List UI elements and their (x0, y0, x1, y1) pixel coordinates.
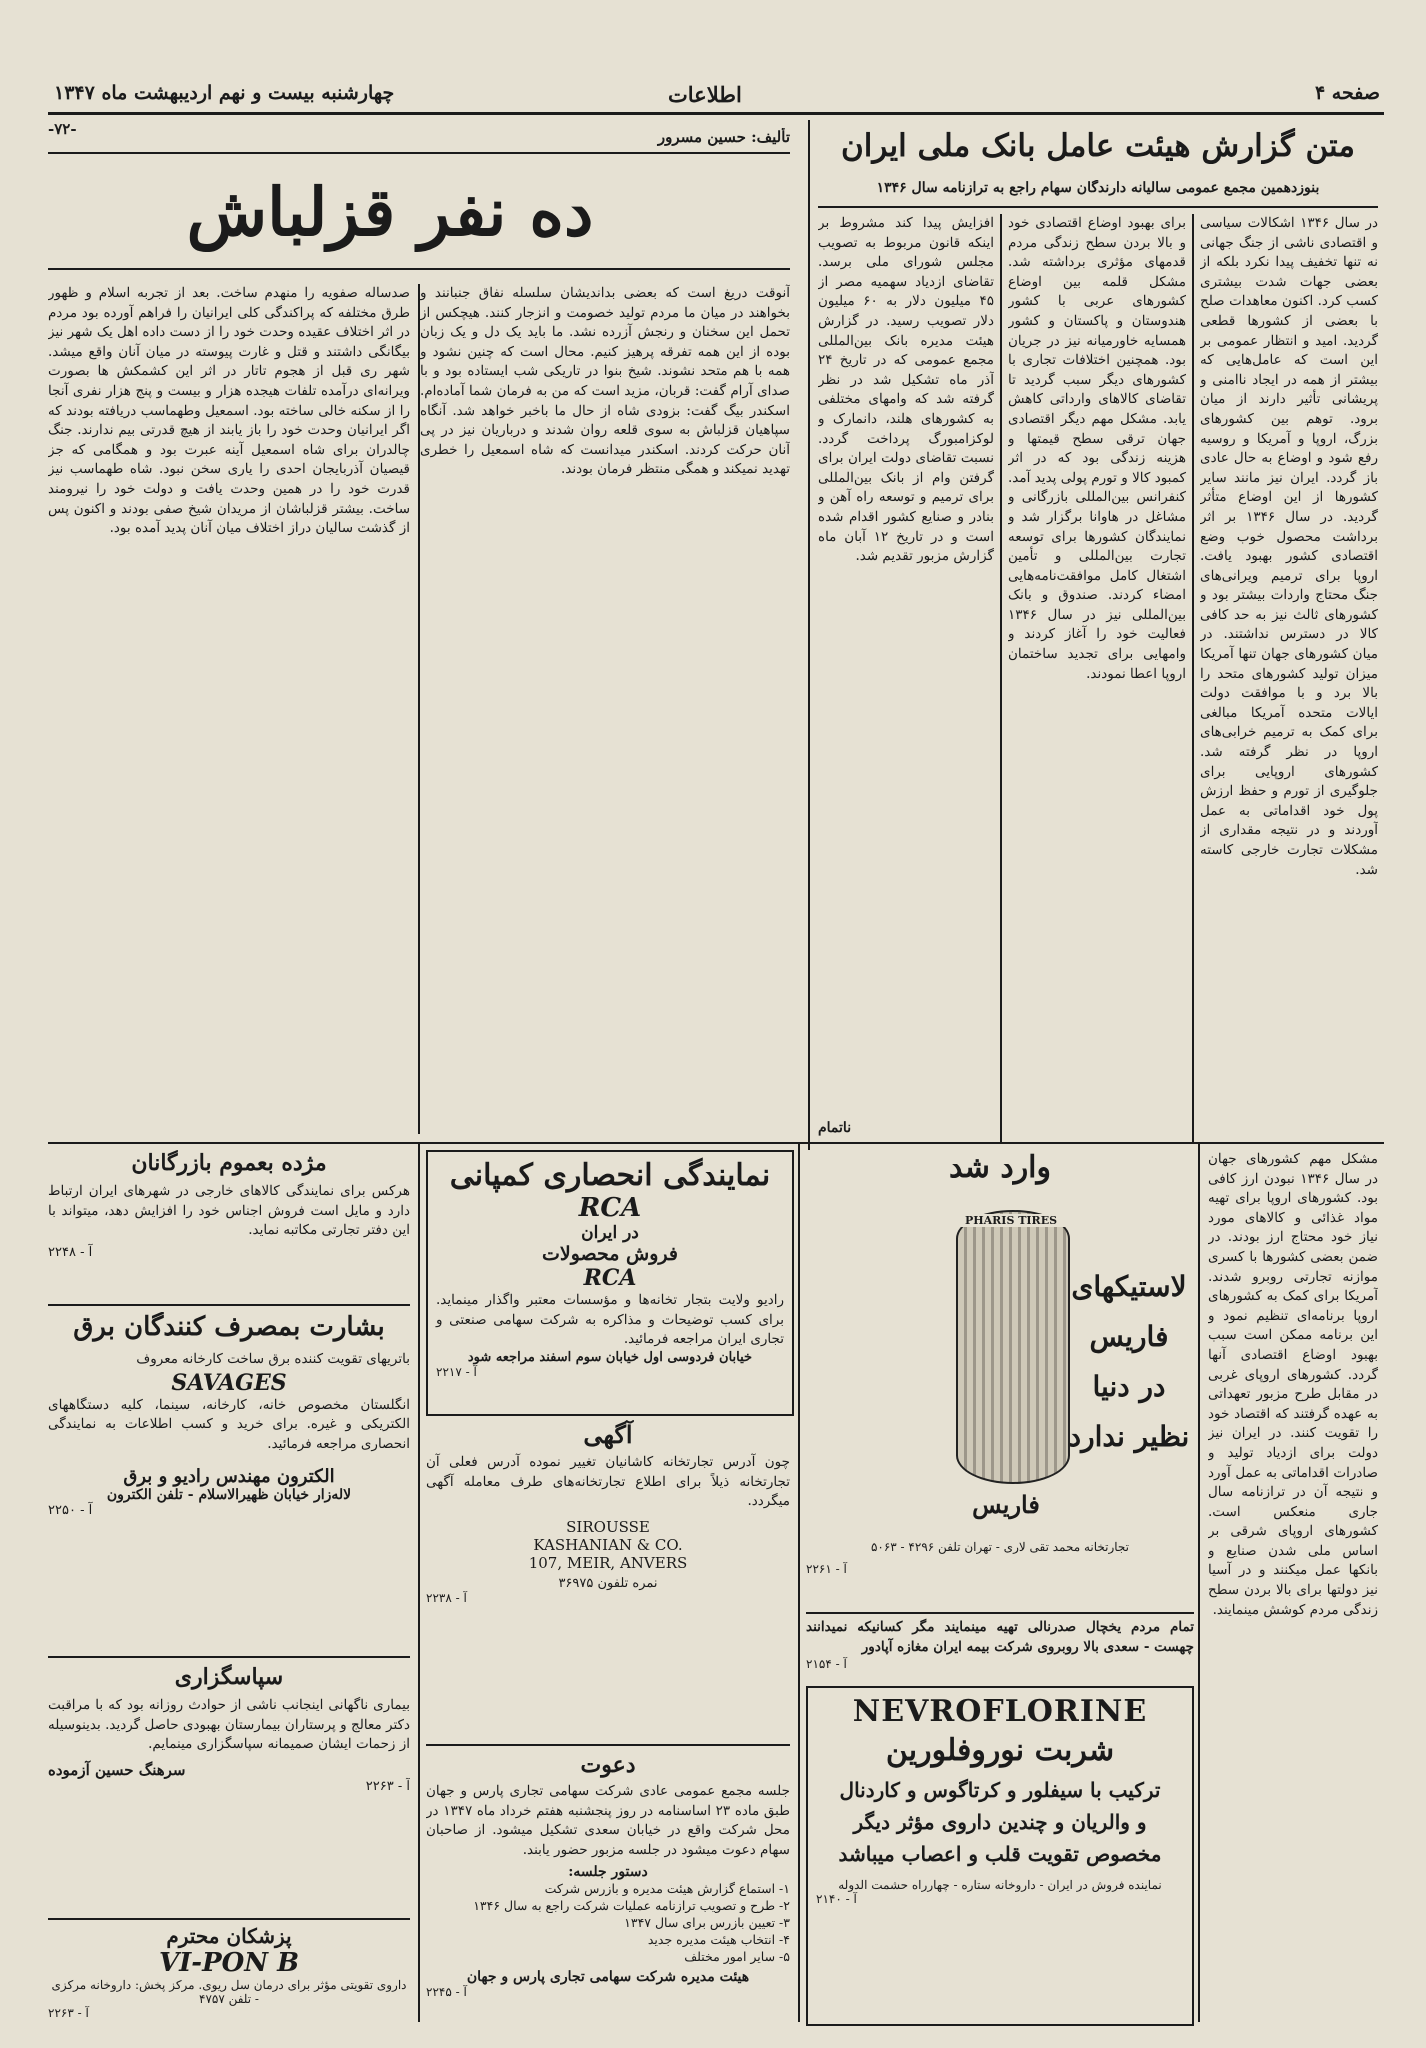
rca-ad-line2: فروش محصولات (541, 1243, 678, 1265)
nevroflorine-footer: نماینده فروش در ایران - داروخانه ستاره - چهارراه حشمت الدوله (838, 1878, 1162, 1892)
nevroflorine-line-2: و والریان و چندین داروی مؤثر دیگر (853, 1810, 1147, 1834)
ad-code: آ - ۲۲۶۱ (806, 1562, 847, 1576)
bazaar-ad (48, 1150, 410, 1300)
gratitude-ad-title: سپاسگزاری (174, 1664, 284, 1690)
rca-brand-2: RCA (583, 1265, 637, 1291)
ad-code: آ - ۲۲۴۸ (48, 1244, 93, 1260)
ad-code: آ - ۲۲۵۰ (48, 1503, 93, 1519)
bazaar-ad-title: مژده بعموم بازرگانان (131, 1150, 327, 1176)
rca-ad (426, 1150, 794, 1416)
rca-ad-title: نمایندگی انحصاری کمپانی (449, 1158, 771, 1193)
divider (48, 1918, 410, 1920)
page-number: صفحه ۴ (1314, 82, 1380, 104)
savages-brand: SAVAGES (171, 1369, 287, 1396)
electricity-ad-body: باتریهای تقویت کننده برق ساخت کارخانه معروف (136, 1351, 410, 1367)
nevroflorine-line-3: مخصوص تقویت قلب و اعصاب میباشد (838, 1842, 1162, 1866)
tires-logo: فاریس (972, 1490, 1040, 1519)
invitation-signer: هیئت مدیره شرکت سهامی تجاری پارس و جهان (466, 1969, 750, 1986)
bank-report-column-1: در سال ۱۳۴۶ اشکالات سیاسی و اقتصادی ناشی از جنگ جهانی نه تنها تخفیف پیدا نکرد بلکه از بعضی جهات شدت بیشتری کسب کرد. اکنون معاهدات صلح با بعضی از کشورها قطعی گردید. امید و انتظار عمومی بر این است که عامل‌هایی که بیشتر از همه در ایجاد ناامنی و پریشانی تأثیر دارند از میان برود. توهم بین کشورهای بزرگ، اروپا و آمریکا و روسیه رفع شود و اوضاع به حال عادی باز گردد. ایران نیز مانند سایر کشورها از این اوضاع متأثر گردید. در سال ۱۳۴۶ بر اثر برداشت محصول خوب وضع اقتصادی کشور بهبود یافت. اروپا برای ترمیم ویرانی‌های جنگ محتاج واردات بیشتر بود و کشورهای ثالث نیز به حد کافی کالا در دسترس نداشتند. در میان کشورهای جهان تنها آمریکا میزان تولید کشورهای متحد را بالا برد و با موافقت دولت ایالات متحده آمریکا مبالغی برای کمک به ترمیم خرابی‌های اروپا در نظر گرفته شد. کشورهای اروپایی برای جلوگیری از تورم و حفظ ارزش پول خود اقداماتی به عمل آوردند و در نتیجه مقداری از مشکلات تجارت خارجی کاسته شد. (1200, 215, 1378, 878)
notice-company-line-2: KASHANIAN & CO. (533, 1535, 683, 1554)
column-rule (418, 1142, 420, 2022)
gratitude-ad (48, 1664, 410, 1914)
tires-line-3: در دنیا (1092, 1370, 1166, 1403)
electricity-ad-address: لاله‌زار خیابان ظهیرالاسلام - تلفن الکترون (106, 1487, 352, 1504)
rca-ad-body: رادیو ولایت بتجار تخانه‌ها و مؤسسات معتبر واگذار مینماید. برای کسب توضیحات و مذاکره به شرکت سهامی صنعتی و تجاری ایران مراجعه فرمائید. (436, 1292, 784, 1348)
serial-author: تألیف: حسین مسرور (657, 128, 790, 146)
electricity-ad (48, 1312, 410, 1652)
agenda-title: دستور جلسه: (568, 1864, 648, 1881)
electricity-ad-body-2: انگلستان مخصوص خانه، کارخانه، سینما، کلیه دستگاههای الکتریکی و غیره. برای خرید و کسب اطلاعات به نمایندگی انحصاری مراجعه فرمائید. (48, 1396, 410, 1452)
tires-line-2: فاریس (1089, 1320, 1169, 1353)
agenda-item: ۴- انتخاب هیئت مدیره جدید (647, 1932, 790, 1948)
ad-code: آ - ۲۲۶۳ (365, 1778, 410, 1794)
agenda-item: ۲- طرح و تصویب ترازنامه عملیات شرکت راجع به سال ۱۳۴۶ (473, 1898, 790, 1914)
column-rule (418, 284, 420, 1134)
gratitude-ad-body: بیماری ناگهانی اینجانب ناشی از حوادث روزانه بود که با مراقبت دکتر معالج و پرستاران بیمارستان بهبودی حاصل گردید. بدینوسیله از زحمات ایشان صمیمانه سپاسگزاری مینمایم. (48, 1697, 410, 1753)
divider (48, 152, 790, 154)
bank-report-subhead: بنوزدهمین مجمع عمومی سالیانه دارندگان سهام راجع به ترازنامه سال ۱۳۴۶ (876, 180, 1320, 196)
divider (48, 1656, 410, 1658)
nevroflorine-name: شربت نوروفلورین (885, 1733, 1115, 1768)
tires-ad-title: وارد شد (949, 1150, 1051, 1185)
column-rule (798, 1142, 800, 2022)
notice-ad (426, 1420, 790, 1740)
tires-brand: PHARIS TIRES (956, 1214, 1066, 1227)
nevroflorine-ad (806, 1686, 1194, 2026)
agenda-item: ۵- سایر امور مختلف (684, 1949, 790, 1965)
agenda-item: ۳- تعیین بازرس برای سال ۱۳۴۷ (624, 1915, 790, 1931)
divider (806, 1612, 1194, 1614)
serial-number: -۷۲- (48, 120, 77, 138)
tires-ad (806, 1150, 1194, 1610)
divider (48, 1142, 1384, 1144)
nevroflorine-line-1: ترکیب با سیفلور و کرتاگوس و کاردنال (839, 1778, 1161, 1802)
ad-code: آ - ۲۲۴۵ (426, 1985, 467, 2000)
bank-report-headline: متن گزارش هیئت عامل بانک ملی ایران (841, 128, 1355, 164)
vipon-brand: VI-PON B (158, 1948, 300, 1978)
agenda-list (426, 1880, 790, 1965)
bazaar-ad-body: هرکس برای نمایندگی کالاهای خارجی در شهرهای ایران ارتباط دارد و مایل است فروش اجناس خود را افزایش دهد، میتواند با این دفتر تجارتی مکاتبه نماید. (48, 1183, 410, 1239)
side-column-text: مشکل مهم کشورهای جهان در سال ۱۳۴۶ نبودن ارز کافی بود. کشورهای اروپا برای تهیه مواد غذائی و کالاهای مورد نیاز خود محتاج ارز بودند. در ضمن بعضی کشورها با کسری موازنه تجارتی روبرو شدند. آمریکا برای کمک به کشورهای اروپا برنامه‌ای تنظیم نمود و این برنامه ممکن است سبب بهبود اوضاع اقتصادی آنها گردد. کشورهای اروپای غربی در مقابل طرح مزبور تعهداتی به عهده گرفتند که اقتصاد خود را تقویت کنند. در ایران نیز دولت برای ازدیاد تولید و صادرات اقداماتی به عمل آورد و نتیجه آن در ترازنامه سال جاری منعکس است. کشورهای اروپای شرقی بر اساس ملی شدن صنایع و بانکها عمل میکنند و در آسیا نیز دولتها برای بالا بردن سطح زندگی مردم کوشش مینمایند. (1208, 1151, 1378, 1618)
serial-column-1: آنوقت دریغ است که بعضی بداندیشان سلسله نفاق جنبانند و بخواهند در میان ما مردم تولید خصومت و انزجار کنند. هیچکس از تحمل این سخنان و رنجش آزرده نشد. ما باید یک دل و یک زبان بوده از این همه تفرقه پرهیز کنیم. محال است که چنین نشود و همه با هم متحد نشوند. شیخ بنوا در تاریکی شب ایستاده بود و با صدای آرام گفت: قربان، مزید است که من به فرمان شما آماده‌ام. اسکندر بیگ گفت: بزودی شاه از حال ما باخبر خواهد شد. آنگاه سپاهیان قزلباش به سوی قلعه روان شدند و درباریان نیز در پی آنان حرکت کردند. اسکندر میدانست که شاه اسمعیل را خطری تهدید نمیکند و همگی منتظر فرمان بودند. (420, 285, 790, 478)
issue-date: چهارشنبه بیست و نهم اردیبهشت ماه ۱۳۴۷ (54, 82, 395, 104)
vipon-ad-body: داروی تقویتی مؤثر برای درمان سل ریوی. مرکز پخش: داروخانه مرکزی - تلفن ۴۷۵۷ (51, 1978, 407, 2006)
notice-ad-body: چون آدرس تجارتخانه کاشانیان تغییر نموده آدرس فعلی آن تجارتخانه ذیلاً برای اطلاع تجارتخانه‌های طرف معامله آگهی میگردد. (426, 1454, 790, 1510)
electricity-ad-footer: الکترون مهندس رادیو و برق (123, 1466, 335, 1488)
ad-code: آ - ۲۲۱۷ (436, 1364, 477, 1379)
notice-phone: نمره تلفون ۳۶۹۷۵ (558, 1575, 658, 1591)
serial-title: ده نفر قزلباش (186, 173, 594, 251)
section-rule (808, 120, 810, 1150)
rca-ad-line1: در ایران (581, 1223, 639, 1243)
tires-line-1: لاستیکهای (1071, 1270, 1187, 1303)
agenda-item: ۱- استماع گزارش هیئت مدیره و بازرس شرکت (544, 1881, 790, 1897)
serial-column-2: صدساله صفویه را منهدم ساخت. بعد از تجربه اسلام و ظهور طرق مختلفه که پراکندگی کلی ایرانیان را فراهم آورده بود مردم در اثر اختلاف عقیده وحدت خود را از دست داده اهل یک شهر نیز بیگانگی داشتند و قتل و غارت پیوسته در میان آنان واقع میشد. شهر ری قبل از هجوم تاتار در اثر این کشمکش ها بصورت ویرانه‌ای درآمده تلفات هیجده هزار و بیست و پنج هزار نفری آنجا را از سکنه خالی ساخته بود. اسمعیل وطهماسب دریافته بودند که اگر ایرانیان وحدت خود را باز یابند از هیچ قدرتی بیم ندارند. جنگ چالدران برای شاه اسمعیل آینه عبرت بود و همگامی که جز قیصیان آذربایجان احدی را یاری سخن نبود. شاه طهماسب نیز قدرت خود را در همین وحدت یافت و دولت خود را نیرومند ساخت. بیشتر قزلباشان از مریدان شیخ صفی بودند و اکنون پس از گذشت سالیان دراز اختلاف میان آنان پدید آمده بود. (48, 285, 410, 537)
bank-report-column-2: برای بهبود اوضاع اقتصادی خود و بالا بردن سطح زندگی مردم قدمهای مؤثری برداشته شد. مشکل قلمه بین اوضاع کشورهای عربی با کشور هندوستان و پاکستان و کشور همسایه خاورمیانه نیز در جریان بود. همچنین اختلافات تجاری با کشورهای دیگر سبب گردید تا تقاضای کالاهای وارداتی کاهش یابد. مشکل مهم دیگر اقتصادی جهان ترقی سطح قیمتها و هزینه زندگی بود که در اثر کمبود کالا و تورم پولی پدید آمد. کنفرانس بین‌المللی بازرگانی و مشاغل در هاوانا برگزار شد و نمایندگان کشورها برای توسعه تجارت بین‌المللی و تأمین اشتغال کامل موافقت‌نامه‌هایی امضاء کردند. صندوق و بانک بین‌المللی نیز در سال ۱۳۴۶ فعالیت خود را آغاز کردند و وامهایی برای تجدید ساختمان اروپا اعطا نمودند. (1008, 215, 1186, 682)
electricity-ad-title: بشارت بمصرف کنندگان برق (73, 1312, 385, 1342)
vipon-ad (48, 1924, 410, 2024)
divider (48, 268, 790, 270)
bank-report-column-3: افزایش پیدا کند مشروط بر اینکه قانون مربوط به تصویب مجلس شورای ملی برسد. تقاضای ازدیاد سهمیه مصر از ۴۵ میلیون دلار به ۶۰ میلیون دلار تصویب رسید. در گزارش هیئت مدیره بانک بین‌المللی مجمع عمومی که در تاریخ ۲۴ آذر ماه تشکیل شد در نظر گرفته شد که وامهای مختلفی به کشورهای هلند، دانمارک و لوکزامبورگ پرداخت گردد. نسبت تقاضای دولت ایران برای گرفتن وام از بانک بین‌المللی برای ترمیم و توسعه راه آهن و بنادر و صنایع کشور اقدام شده است و در تاریخ ۱۲ آبان ماه گزارش مزبور تقدیم شد. (818, 215, 994, 565)
ad-code: آ - ۲۱۵۴ (806, 1657, 847, 1672)
ad-code: آ - ۲۲۶۳ (48, 2006, 89, 2020)
notice-ad-title: آگهی (583, 1420, 633, 1449)
divider (818, 206, 1378, 208)
vipon-ad-title: پزشکان محترم (166, 1924, 292, 1948)
tires-line-4: نظیر ندارد (1068, 1420, 1190, 1453)
page-header (48, 78, 1384, 115)
continued-mark: ناتمام (818, 1120, 852, 1136)
notice-company-line-3: 107, MEIR, ANVERS (528, 1553, 688, 1572)
fridge-ad-body: تمام مردم یخچال صدرنالی تهیه مینمایند مگر کسانیکه نمیدانند چهست - سعدی بالا روبروی شرکت بیمه ایران مغازه آپادور (806, 1619, 1194, 1655)
divider (426, 1744, 790, 1746)
invitation-title: دعوت (580, 1752, 636, 1778)
tire-illustration (956, 1210, 1070, 1484)
fridge-ad (806, 1618, 1194, 1682)
invitation-body: جلسه مجمع عمومی عادی شرکت سهامی تجاری پارس و جهان طبق ماده ۲۳ اساسنامه در روز پنجشنبه هفتم خرداد ماه ۱۳۴۷ در محل شرکت واقع در خیابان سعدی تشکیل میشود. از صاحبان سهام دعوت میشود در جلسه مزبور حضور یابند. (426, 1783, 790, 1858)
newspaper-name: اطلاعات (668, 82, 742, 107)
column-rule (1000, 214, 1002, 1144)
divider (48, 1304, 410, 1306)
ad-code: آ - ۲۲۳۸ (426, 1590, 467, 1605)
tires-footer: تجارتخانه محمد تقی لاری - تهران تلفن ۴۲۹۶ - ۵۰۶۳ (870, 1540, 1130, 1554)
gratitude-ad-signer: سرهنگ حسین آزموده (48, 1760, 186, 1779)
rca-brand: RCA (578, 1193, 642, 1223)
column-rule (1198, 1142, 1200, 2022)
rca-ad-address: خیابان فردوسی اول خیابان سوم اسفند مراجعه شود (467, 1349, 753, 1365)
ad-code: آ - ۲۱۴۰ (816, 1892, 857, 1906)
nevroflorine-brand: NEVROFLORINE (852, 1694, 1148, 1729)
column-rule (1192, 214, 1194, 1144)
notice-company-line-1: SIROUSSE (566, 1517, 650, 1536)
invitation-notice (426, 1752, 790, 2022)
